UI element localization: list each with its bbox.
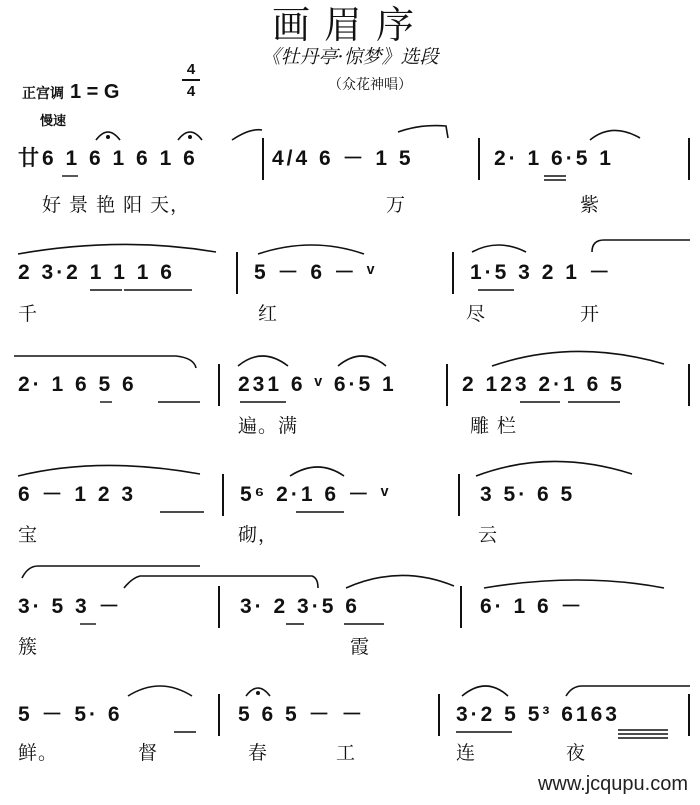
measure-notes: 2· 1 6 5 6 — [18, 373, 137, 396]
slur-mark — [18, 465, 200, 476]
time-bottom: 4 — [186, 83, 196, 100]
slur-mark — [22, 566, 200, 578]
barline — [262, 138, 264, 180]
slur-mark — [566, 686, 690, 696]
slur-mark — [290, 467, 344, 476]
lyric-text: 连 — [456, 742, 477, 764]
measure-notes: 5 － 6 － ᵛ — [254, 261, 378, 284]
barline — [688, 138, 690, 180]
key-signature — [22, 82, 119, 102]
barline — [218, 694, 220, 736]
key-value: 1 = G — [70, 81, 120, 103]
slur-mark — [238, 356, 288, 366]
lyric-text: 万 — [386, 194, 407, 216]
lyric-text: 遍。满 — [238, 415, 299, 437]
lyric-text: 工 — [336, 742, 357, 764]
barline — [452, 252, 454, 294]
measure-notes: 231 6 ᵛ 6·5 1 — [238, 373, 397, 396]
fermata-mark — [96, 132, 120, 140]
lyric-text: 红 — [258, 303, 279, 325]
slur-mark — [484, 580, 664, 588]
lyric-text: 督 — [138, 742, 159, 764]
measure-notes: 3· 2 3·5 6 — [240, 595, 360, 618]
lyric-text: 好 景 艳 阳 天， — [42, 194, 191, 216]
lyric-text: 砌， — [238, 524, 279, 546]
barline — [458, 474, 460, 516]
barline — [438, 694, 440, 736]
barline — [236, 252, 238, 294]
barline — [446, 364, 448, 406]
slur-mark — [592, 240, 690, 252]
barline — [478, 138, 480, 180]
slur-mark — [338, 356, 386, 366]
measure-notes: 4/4 6 － 1 5 — [272, 147, 414, 170]
barline — [222, 474, 224, 516]
slur-mark — [492, 351, 664, 366]
barline — [688, 364, 690, 406]
measure-notes: 2 123 2·1 6 5 — [462, 373, 625, 396]
slur-mark — [124, 576, 318, 588]
fermata-mark — [246, 688, 270, 696]
barline — [218, 586, 220, 628]
tempo-marking: 慢速 — [40, 113, 67, 128]
lyric-text: 鲜。 — [18, 742, 59, 764]
measure-notes: 3·2 5 5³ 6163 — [456, 703, 620, 726]
lyric-text: 尽 — [466, 303, 487, 325]
lyric-text: 云 — [478, 524, 499, 546]
measure-notes: 1·5 3 2 1 － — [470, 261, 613, 284]
lyric-text: 雕 栏 — [470, 415, 518, 437]
lyric-text: 宝 — [18, 524, 39, 546]
slur-mark — [472, 245, 526, 252]
measure-notes: 2 3·2 1 1 1 6 — [18, 261, 175, 284]
slur-mark — [476, 461, 632, 476]
slur-mark — [258, 245, 364, 254]
slur-mark — [14, 356, 196, 368]
measure-notes: 廿6 1 6 1 6 1 6 — [18, 147, 198, 170]
watermark: www.jcqupu.com — [537, 773, 688, 795]
measure-notes: 2· 1 6·5 1 — [494, 147, 614, 170]
time-top: 4 — [182, 62, 200, 81]
slur-mark — [232, 130, 262, 140]
lyric-text: 千 — [18, 303, 39, 325]
barline — [688, 694, 690, 736]
lyric-text: 紫 — [580, 194, 601, 216]
slur-mark — [462, 686, 508, 696]
score-title: 画眉序 — [271, 3, 428, 47]
measure-notes: 5 6 5 － － — [238, 703, 366, 726]
time-signature — [182, 62, 200, 99]
key-label: 正宫调 — [22, 85, 64, 101]
slur-mark — [128, 686, 192, 696]
measure-notes: 5⁶ 2·1 6 － ᵛ — [240, 483, 392, 506]
measure-notes: 3· 5 3 － — [18, 595, 123, 618]
measure-notes: 6 － 1 2 3 — [18, 483, 137, 506]
slur-mark — [346, 575, 454, 588]
measure-notes: 3 5· 6 5 — [480, 483, 576, 506]
measure-notes: 5 － 5· 6 — [18, 703, 123, 726]
barline — [218, 364, 220, 406]
slur-mark — [590, 130, 640, 140]
slur-mark — [18, 244, 216, 254]
lyric-text: 簇 — [18, 636, 39, 658]
lyric-text: 夜 — [566, 742, 587, 764]
fermata-mark — [178, 132, 202, 140]
lyric-text: 开 — [580, 303, 601, 325]
score-subtitle: 《牡丹亭·惊梦》选段 — [261, 46, 439, 68]
measure-notes: 6· 1 6 － — [480, 595, 585, 618]
barline — [460, 586, 462, 628]
slur-mark — [398, 126, 448, 138]
lyric-text: 春 — [248, 742, 269, 764]
performer-credit: （众花神唱） — [328, 77, 412, 93]
lyric-text: 霞 — [350, 636, 371, 658]
